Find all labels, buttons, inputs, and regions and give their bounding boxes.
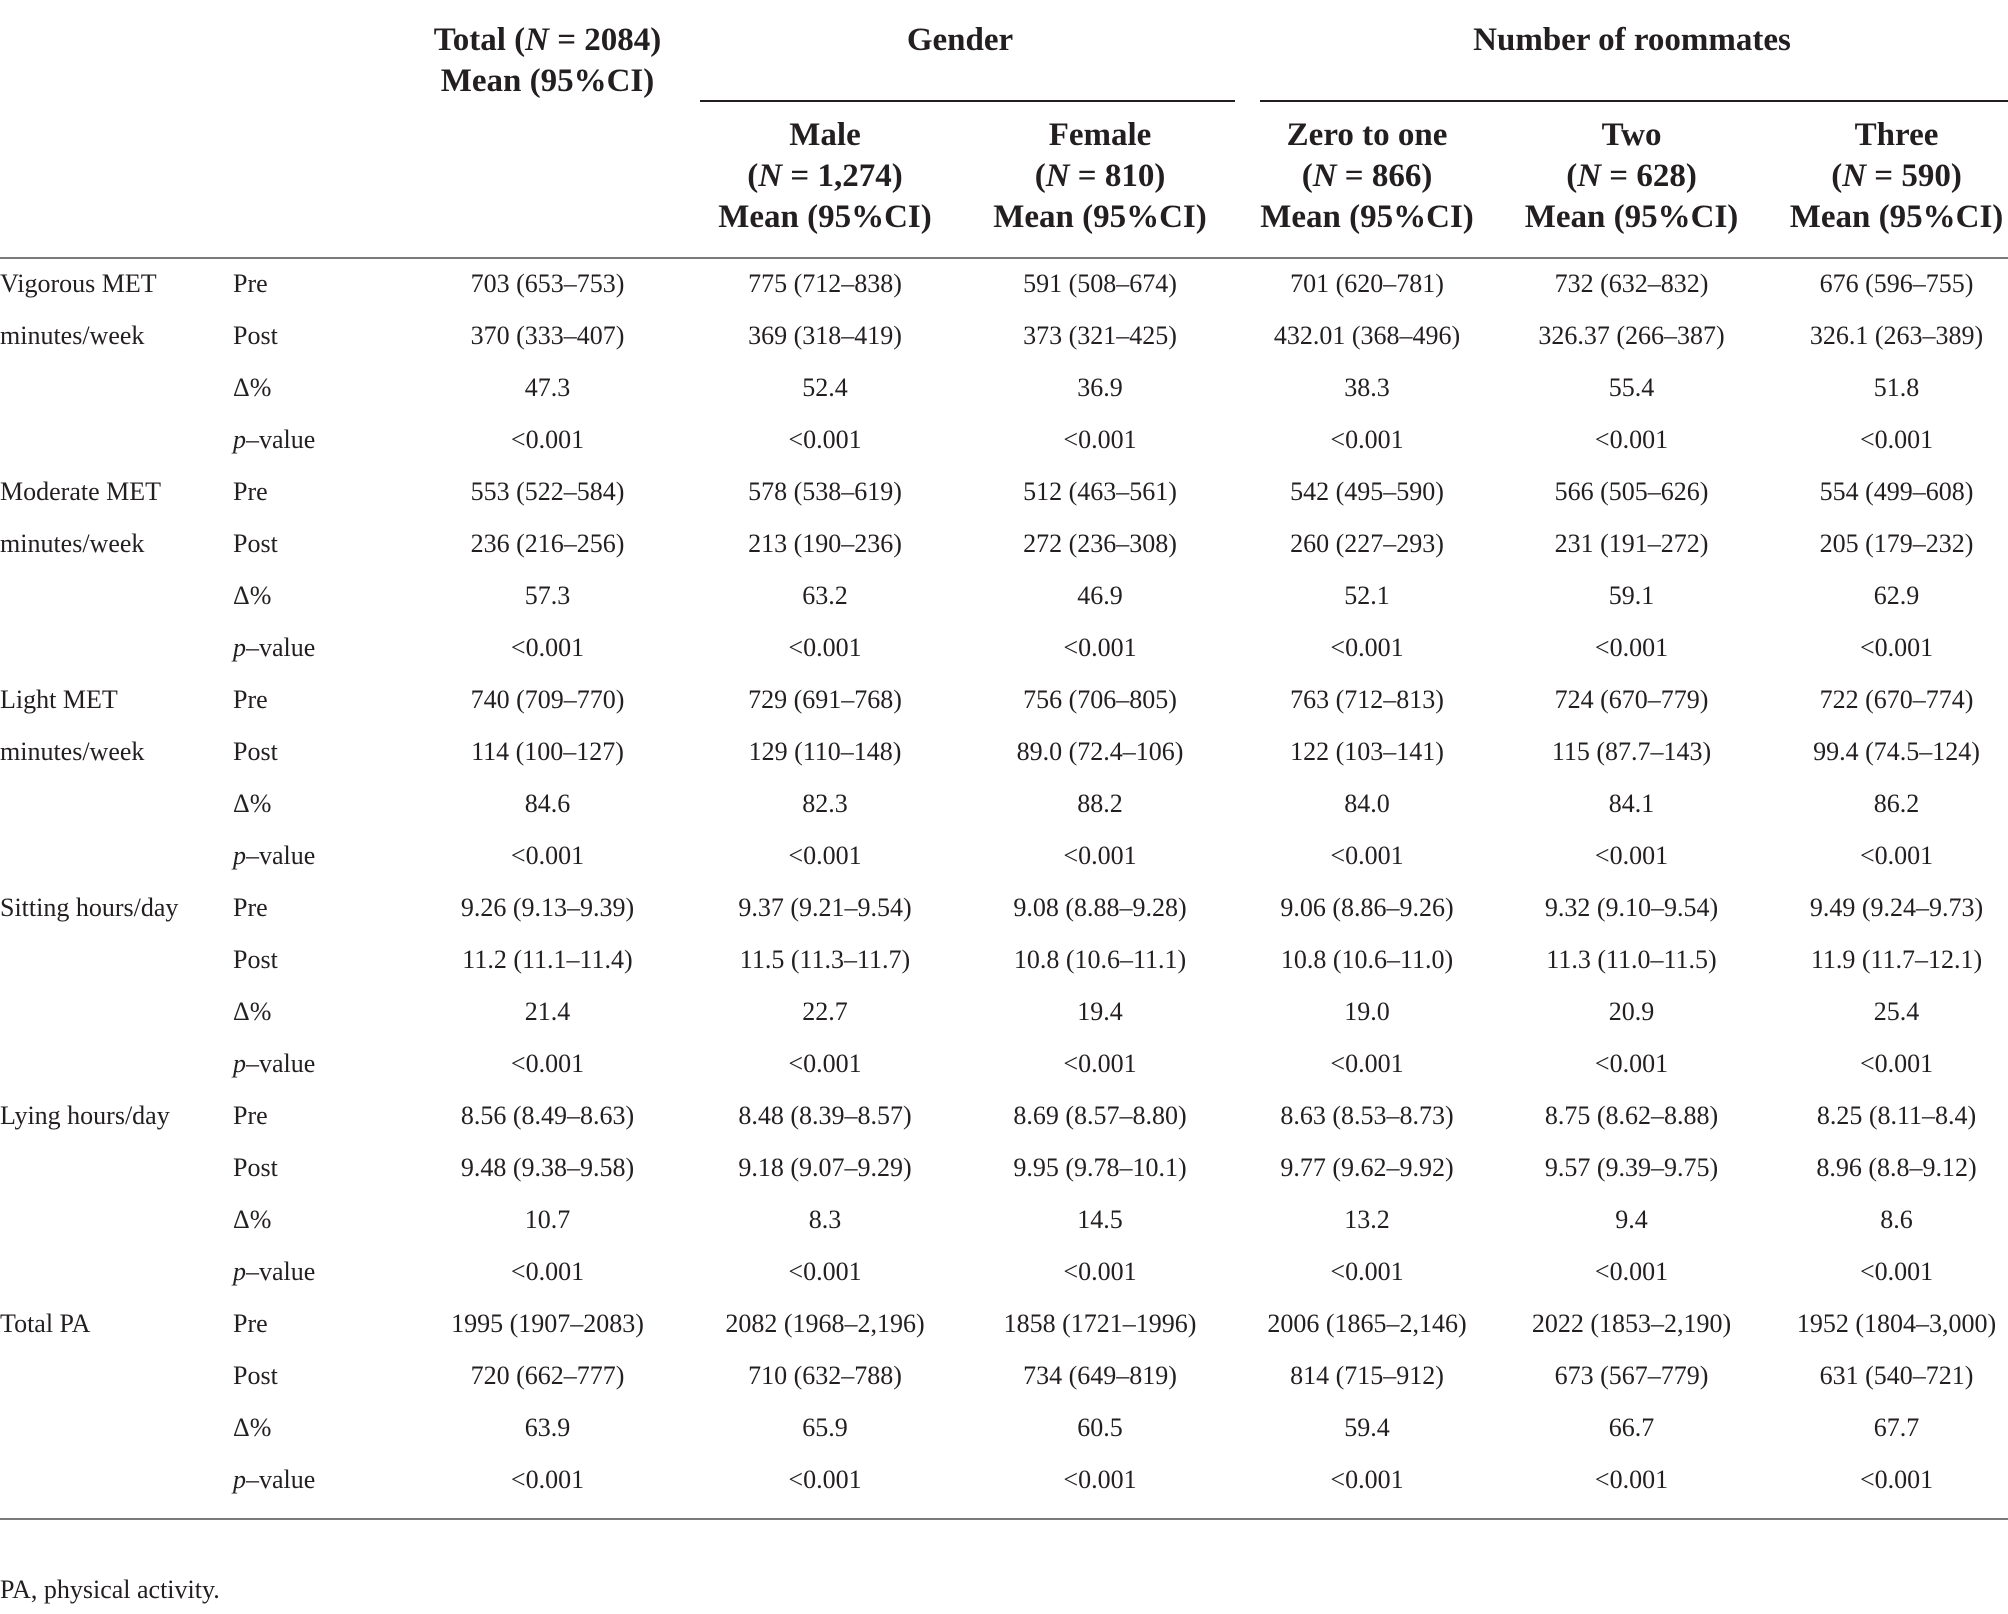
table-cell: 84.0 xyxy=(1344,789,1390,818)
stat-label: Pre xyxy=(233,685,268,714)
measure-label: Sitting hours/day xyxy=(0,893,179,922)
table-cell: <0.001 xyxy=(1594,425,1669,454)
table-cell: <0.001 xyxy=(1859,1465,1934,1494)
table-row xyxy=(0,362,2008,414)
table-row xyxy=(0,1038,2008,1090)
table-cell: 724 (670–779) xyxy=(1554,685,1709,714)
header-empty-stat xyxy=(225,0,410,102)
table-cell: 703 (653–753) xyxy=(470,269,625,298)
table-cell: <0.001 xyxy=(510,1465,585,1494)
table-cell: 756 (706–805) xyxy=(1023,685,1177,714)
table-cell: 59.4 xyxy=(1344,1413,1390,1442)
p-suffix: –value xyxy=(246,1049,316,1078)
table-row xyxy=(0,622,2008,674)
table-cell: 19.4 xyxy=(1077,997,1123,1026)
table-cell: <0.001 xyxy=(510,1049,585,1078)
measure-label: minutes/week xyxy=(0,737,145,766)
table-cell: 25.4 xyxy=(1873,997,1920,1026)
stat-label: Pre xyxy=(233,269,268,298)
table-cell: 369 (318–419) xyxy=(748,321,902,350)
table-row xyxy=(0,1194,2008,1246)
table-cell: <0.001 xyxy=(788,425,862,454)
table-cell: 8.56 (8.49–8.63) xyxy=(460,1101,635,1130)
table-cell: 1952 (1804–3,000) xyxy=(1796,1309,1997,1338)
p-letter: p xyxy=(233,633,246,662)
table-cell: 9.32 (9.10–9.54) xyxy=(1544,893,1719,922)
measure-label: Vigorous MET xyxy=(0,269,157,298)
table-cell: <0.001 xyxy=(1594,1257,1669,1286)
table-cell: 13.2 xyxy=(1344,1205,1390,1234)
table-row xyxy=(0,726,2008,778)
p-suffix: –value xyxy=(246,1465,316,1494)
table-body xyxy=(0,258,2008,1506)
n-symbol: N xyxy=(1045,158,1070,194)
stat-label xyxy=(225,622,410,674)
table-cell: 60.5 xyxy=(1077,1413,1123,1442)
measure-label: Moderate MET xyxy=(0,477,162,506)
header-col-two-name: Two xyxy=(1601,117,1662,153)
stat-label: Δ% xyxy=(233,997,272,1026)
header-bottom-rule xyxy=(0,257,2008,259)
table-cell: <0.001 xyxy=(1594,1049,1669,1078)
table-cell: 9.57 (9.39–9.75) xyxy=(1544,1153,1719,1182)
table-row xyxy=(0,310,2008,362)
stat-label xyxy=(225,1454,410,1506)
measure-label xyxy=(0,934,225,986)
stat-label: Post xyxy=(233,1153,278,1182)
table-cell: 591 (508–674) xyxy=(1023,269,1177,298)
header-col-zero-to-one-n: (N = 866) xyxy=(1301,158,1433,194)
table-cell: 566 (505–626) xyxy=(1554,477,1709,506)
table-cell: 326.1 (263–389) xyxy=(1809,321,1984,350)
table-row xyxy=(0,466,2008,518)
table-cell: 1858 (1721–1996) xyxy=(1003,1309,1197,1338)
table-cell: 701 (620–781) xyxy=(1290,269,1444,298)
table-cell: 720 (662–777) xyxy=(470,1361,625,1390)
table-cell: 370 (333–407) xyxy=(470,321,625,350)
table-cell: <0.001 xyxy=(1859,633,1934,662)
table-cell: 14.5 xyxy=(1077,1205,1123,1234)
table-cell: 373 (321–425) xyxy=(1023,321,1177,350)
table-cell: <0.001 xyxy=(1859,425,1934,454)
table-cell: 8.75 (8.62–8.88) xyxy=(1544,1101,1719,1130)
p-suffix: –value xyxy=(246,841,316,870)
stat-label: Pre xyxy=(233,1101,268,1130)
measure-label xyxy=(0,1246,225,1298)
stat-label: Post xyxy=(233,529,278,558)
stat-label xyxy=(225,830,410,882)
measure-label xyxy=(0,622,225,674)
p-letter: p xyxy=(233,425,246,454)
table-cell: 8.63 (8.53–8.73) xyxy=(1280,1101,1454,1130)
stat-label: Δ% xyxy=(233,1413,272,1442)
measure-label xyxy=(0,362,225,414)
header-empty-measure xyxy=(0,0,225,102)
n-symbol: N xyxy=(1577,158,1602,194)
table-cell: 99.4 (74.5–124) xyxy=(1813,737,1980,766)
table-cell: 86.2 xyxy=(1873,789,1920,818)
roommates-group-rule xyxy=(1260,100,2008,102)
measure-label: minutes/week xyxy=(0,529,145,558)
table-cell: <0.001 xyxy=(1330,841,1404,870)
header-col-female-stat: Mean (95%CI) xyxy=(993,199,1207,235)
table-cell: <0.001 xyxy=(788,1465,862,1494)
table-cell: 63.2 xyxy=(802,581,848,610)
n-symbol: N xyxy=(1312,158,1337,194)
table-cell: 9.49 (9.24–9.73) xyxy=(1809,893,1984,922)
p-letter: p xyxy=(233,1257,246,1286)
header-empty-stat-2 xyxy=(225,102,410,258)
table-cell: <0.001 xyxy=(1330,633,1404,662)
measure-label: Lying hours/day xyxy=(0,1101,170,1130)
measure-label xyxy=(0,1142,225,1194)
table-cell: 2022 (1853–2,190) xyxy=(1531,1309,1732,1338)
table-cell: 65.9 xyxy=(802,1413,848,1442)
table-cell: 9.26 (9.13–9.39) xyxy=(460,893,635,922)
measure-label: Total PA xyxy=(0,1309,91,1338)
measure-label xyxy=(0,1402,225,1454)
table-cell: 236 (216–256) xyxy=(470,529,625,558)
table-cell: 11.5 (11.3–11.7) xyxy=(739,945,911,974)
table-cell: 52.1 xyxy=(1344,581,1390,610)
table-cell: 52.4 xyxy=(802,373,848,402)
table-cell: 63.9 xyxy=(524,1413,571,1442)
table-cell: 10.8 (10.6–11.1) xyxy=(1013,945,1187,974)
measure-label xyxy=(0,1194,225,1246)
table-cell: <0.001 xyxy=(510,1257,585,1286)
table-cell: 19.0 xyxy=(1344,997,1390,1026)
table-cell: 59.1 xyxy=(1608,581,1655,610)
table-row xyxy=(0,1350,2008,1402)
n-symbol: N xyxy=(525,22,549,58)
p-suffix: –value xyxy=(246,1257,316,1286)
stat-label: Pre xyxy=(233,893,268,922)
table-cell: 231 (191–272) xyxy=(1554,529,1709,558)
table-cell: 46.9 xyxy=(1077,581,1123,610)
table-cell: 89.0 (72.4–106) xyxy=(1016,737,1184,766)
table-cell: <0.001 xyxy=(1330,1257,1404,1286)
table-cell: 55.4 xyxy=(1608,373,1655,402)
table-cell: 260 (227–293) xyxy=(1290,529,1444,558)
table-cell: 775 (712–838) xyxy=(748,269,902,298)
stat-label: Pre xyxy=(233,477,268,506)
table-cell: <0.001 xyxy=(1063,1257,1137,1286)
table-footnote: PA, physical activity. xyxy=(0,1575,220,1604)
table-cell: <0.001 xyxy=(1330,1049,1404,1078)
table-cell: 9.18 (9.07–9.29) xyxy=(738,1153,912,1182)
table-cell: <0.001 xyxy=(1330,1465,1404,1494)
table-cell: 631 (540–721) xyxy=(1819,1361,1974,1390)
table-cell: <0.001 xyxy=(1594,633,1669,662)
table-bottom-rule xyxy=(0,1518,2008,1520)
header-col-zero-to-one-stat: Mean (95%CI) xyxy=(1260,199,1474,235)
table-cell: <0.001 xyxy=(788,841,862,870)
header-col-two-n: (N = 628) xyxy=(1566,158,1697,194)
header-col-zero-to-one-name: Zero to one xyxy=(1286,117,1448,153)
table-row xyxy=(0,674,2008,726)
table-cell: 213 (190–236) xyxy=(748,529,902,558)
measure-label xyxy=(0,1350,225,1402)
table-cell: 129 (110–148) xyxy=(748,737,902,766)
stat-label xyxy=(225,1038,410,1090)
table-cell: 66.7 xyxy=(1608,1413,1655,1442)
table-cell: 10.8 (10.6–11.0) xyxy=(1280,945,1454,974)
table-cell: <0.001 xyxy=(1594,1465,1669,1494)
header-total xyxy=(410,0,685,258)
table-cell: 82.3 xyxy=(802,789,848,818)
table-cell: 326.37 (266–387) xyxy=(1538,321,1725,350)
table-row xyxy=(0,934,2008,986)
header-total-line2: Mean (95%CI) xyxy=(440,63,655,99)
table-cell: 20.9 xyxy=(1608,997,1655,1026)
table-cell: 9.4 xyxy=(1615,1205,1648,1234)
table-cell: 578 (538–619) xyxy=(748,477,902,506)
table-cell: 205 (179–232) xyxy=(1819,529,1974,558)
header-col-male-stat: Mean (95%CI) xyxy=(718,199,932,235)
table-cell: <0.001 xyxy=(1594,841,1669,870)
stat-label: Δ% xyxy=(233,581,272,610)
table-cell: 9.06 (8.86–9.26) xyxy=(1280,893,1454,922)
table-cell: <0.001 xyxy=(1063,1049,1137,1078)
header-col-male-n: (N = 1,274) xyxy=(747,158,903,194)
table-cell: <0.001 xyxy=(1063,633,1137,662)
header-roommates-label: Number of roommates xyxy=(1473,22,1791,58)
table-cell: 673 (567–779) xyxy=(1554,1361,1709,1390)
table-cell: 67.7 xyxy=(1873,1413,1920,1442)
stat-label: Pre xyxy=(233,1309,268,1338)
table-cell: 57.3 xyxy=(524,581,571,610)
table-cell: 11.9 (11.7–12.1) xyxy=(1810,945,1983,974)
table-cell: <0.001 xyxy=(788,633,862,662)
table-cell: 36.9 xyxy=(1077,373,1123,402)
table-cell: 84.1 xyxy=(1608,789,1655,818)
table-cell: 22.7 xyxy=(802,997,848,1026)
header-gender-label: Gender xyxy=(906,22,1014,58)
table-cell: 676 (596–755) xyxy=(1819,269,1974,298)
table-cell: 9.48 (9.38–9.58) xyxy=(460,1153,635,1182)
table-row xyxy=(0,778,2008,830)
table-cell: 38.3 xyxy=(1344,373,1390,402)
measure-label: minutes/week xyxy=(0,321,145,350)
table-cell: 553 (522–584) xyxy=(470,477,625,506)
table-row xyxy=(0,882,2008,934)
table-cell: 9.77 (9.62–9.92) xyxy=(1280,1153,1454,1182)
header-col-three-stat: Mean (95%CI) xyxy=(1789,199,2004,235)
table-cell: 814 (715–912) xyxy=(1290,1361,1444,1390)
table-row xyxy=(0,1142,2008,1194)
table-cell: 763 (712–813) xyxy=(1290,685,1444,714)
p-letter: p xyxy=(233,841,246,870)
table-cell: 734 (649–819) xyxy=(1023,1361,1177,1390)
table-cell: 84.6 xyxy=(524,789,571,818)
table-cell: 272 (236–308) xyxy=(1023,529,1177,558)
table-row xyxy=(0,570,2008,622)
p-letter: p xyxy=(233,1465,246,1494)
table-row xyxy=(0,1090,2008,1142)
table-cell: <0.001 xyxy=(1859,1049,1934,1078)
header-col-female-name: Female xyxy=(1048,117,1152,153)
measure-label xyxy=(0,414,225,466)
table-row xyxy=(0,1246,2008,1298)
header-col-three-n: (N = 590) xyxy=(1831,158,1962,194)
measure-label: Light MET xyxy=(0,685,118,714)
stat-label: Post xyxy=(233,945,278,974)
header-col-male-name: Male xyxy=(789,117,861,153)
table-row xyxy=(0,414,2008,466)
table-cell: 9.37 (9.21–9.54) xyxy=(738,893,912,922)
table-cell: 8.25 (8.11–8.4) xyxy=(1816,1101,1977,1130)
table-row xyxy=(0,830,2008,882)
p-suffix: –value xyxy=(246,633,316,662)
table-row xyxy=(0,258,2008,310)
table-cell: 432.01 (368–496) xyxy=(1273,321,1461,350)
p-suffix: –value xyxy=(246,425,316,454)
gender-group-rule xyxy=(700,100,1235,102)
table-cell: 10.7 xyxy=(524,1205,571,1234)
stat-label: Δ% xyxy=(233,373,272,402)
measure-label xyxy=(0,570,225,622)
p-letter: p xyxy=(233,1049,246,1078)
measure-label xyxy=(0,830,225,882)
stat-label: Post xyxy=(233,321,278,350)
table-cell: <0.001 xyxy=(1859,1257,1934,1286)
table-cell: 710 (632–788) xyxy=(748,1361,902,1390)
measure-label xyxy=(0,986,225,1038)
header-col-female-n: (N = 810) xyxy=(1034,158,1166,194)
n-symbol: N xyxy=(758,158,783,194)
table-cell: 9.95 (9.78–10.1) xyxy=(1013,1153,1187,1182)
header-col-three xyxy=(1764,102,2008,258)
table-row xyxy=(0,986,2008,1038)
header-group-gender xyxy=(685,0,1235,102)
stat-label xyxy=(225,1246,410,1298)
measure-label xyxy=(0,1038,225,1090)
table-row xyxy=(0,1454,2008,1506)
table-cell: 122 (103–141) xyxy=(1290,737,1444,766)
table-cell: <0.001 xyxy=(1063,1465,1137,1494)
table-cell: 47.3 xyxy=(524,373,571,402)
header-col-zero-to-one xyxy=(1235,102,1499,258)
table-cell: <0.001 xyxy=(510,633,585,662)
table-cell: 2082 (1968–2,196) xyxy=(725,1309,925,1338)
table-cell: 729 (691–768) xyxy=(748,685,902,714)
table-cell: <0.001 xyxy=(1859,841,1934,870)
table-cell: 62.9 xyxy=(1873,581,1920,610)
table-cell: 114 (100–127) xyxy=(471,737,624,766)
table-cell: 9.08 (8.88–9.28) xyxy=(1013,893,1187,922)
table-row xyxy=(0,1402,2008,1454)
table-cell: <0.001 xyxy=(1063,841,1137,870)
table-cell: 512 (463–561) xyxy=(1023,477,1177,506)
header-col-two xyxy=(1499,102,1764,258)
table-cell: 51.8 xyxy=(1873,373,1920,402)
table-cell: 11.2 (11.1–11.4) xyxy=(462,945,633,974)
header-group-roommates xyxy=(1235,0,2008,102)
stat-label: Post xyxy=(233,737,278,766)
stat-label: Δ% xyxy=(233,789,272,818)
measure-label xyxy=(0,1454,225,1506)
table-cell: <0.001 xyxy=(788,1049,862,1078)
stat-label: Post xyxy=(233,1361,278,1390)
stat-label: Δ% xyxy=(233,1205,272,1234)
table-row xyxy=(0,518,2008,570)
table-cell: 8.96 (8.8–9.12) xyxy=(1816,1153,1977,1182)
header-total-line1: Total (N = 2084) xyxy=(433,22,662,58)
table-cell: 21.4 xyxy=(524,997,571,1026)
table-cell: 8.3 xyxy=(808,1205,842,1234)
table-cell: 2006 (1865–2,146) xyxy=(1267,1309,1467,1338)
table-cell: 88.2 xyxy=(1077,789,1123,818)
table-cell: 8.69 (8.57–8.80) xyxy=(1013,1101,1187,1130)
table-cell: <0.001 xyxy=(510,425,585,454)
table-cell: 1995 (1907–2083) xyxy=(451,1309,644,1338)
n-symbol: N xyxy=(1842,158,1867,194)
table-row xyxy=(0,1298,2008,1350)
table-cell: <0.001 xyxy=(510,841,585,870)
table-cell: 722 (670–774) xyxy=(1819,685,1974,714)
header-col-two-stat: Mean (95%CI) xyxy=(1524,199,1739,235)
table-cell: 740 (709–770) xyxy=(470,685,625,714)
table-cell: 8.6 xyxy=(1880,1205,1913,1234)
table-cell: <0.001 xyxy=(1063,425,1137,454)
table-cell: 11.3 (11.0–11.5) xyxy=(1546,945,1717,974)
table-cell: 554 (499–608) xyxy=(1819,477,1974,506)
table-cell: <0.001 xyxy=(1330,425,1404,454)
header-empty-measure-2 xyxy=(0,102,225,258)
header-col-female xyxy=(965,102,1235,258)
stat-label xyxy=(225,414,410,466)
table-cell: 732 (632–832) xyxy=(1554,269,1709,298)
table-cell: 115 (87.7–143) xyxy=(1551,737,1712,766)
header-col-three-name: Three xyxy=(1854,117,1939,153)
table-cell: 542 (495–590) xyxy=(1290,477,1444,506)
table-cell: 8.48 (8.39–8.57) xyxy=(738,1101,912,1130)
measure-label xyxy=(0,778,225,830)
table-cell: <0.001 xyxy=(788,1257,862,1286)
header-col-male xyxy=(685,102,965,258)
